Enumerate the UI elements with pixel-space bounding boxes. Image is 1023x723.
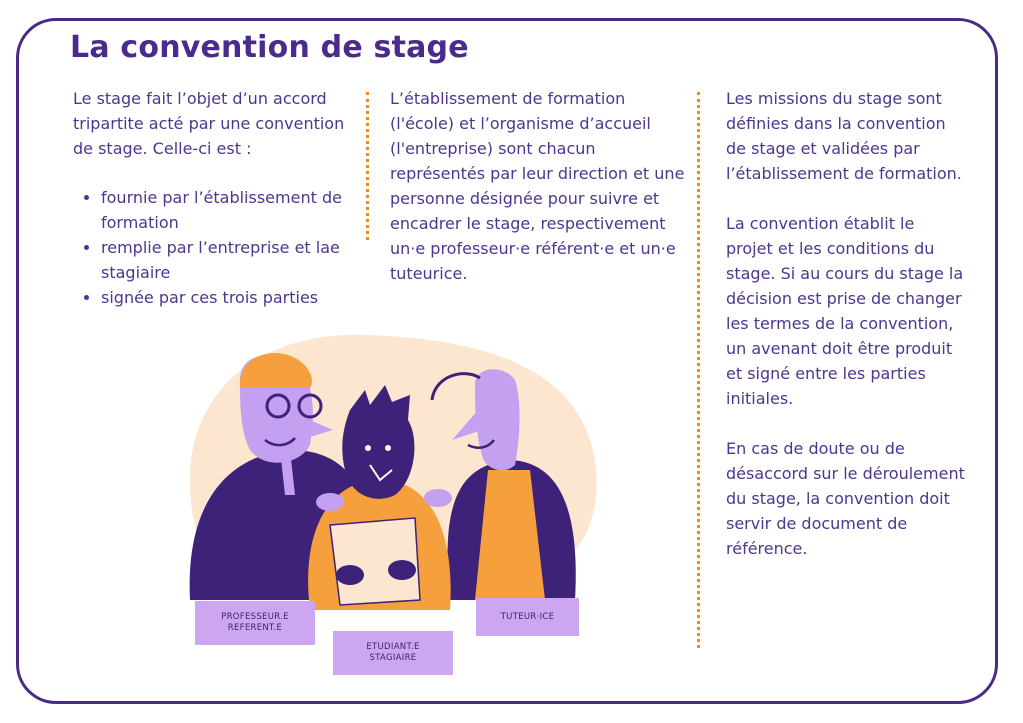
- label-teacher: PROFESSEUR.E REFERENT.E: [195, 601, 315, 645]
- column-3: [726, 86, 966, 586]
- label-tutor: TUTEUR·ICE: [476, 598, 579, 636]
- column-1: [73, 86, 353, 310]
- bullet-item: • signée par ces trois parties: [101, 285, 353, 310]
- page-title: La convention de stage: [70, 30, 469, 65]
- label-student: ETUDIANT.E STAGIAIRE: [333, 631, 453, 675]
- col2-text: L’établissement de formation (l'école) et l’organisme d’accueil (l'entreprise) sont chacun représentés par leur direction et une personne désignée pour suivre et encadrer le stage, respectivement un·e professeur·e référent·e et un·e tuteurice.: [390, 89, 685, 283]
- col1-intro: Le stage fait l’objet d’un accord tripartite acté par une convention de stage. Celle-ci est :: [73, 89, 345, 158]
- col3-paragraph: Les missions du stage sont définies dans la convention de stage et validées par l’établissement de formation.: [726, 89, 962, 183]
- bullet-item: • fournie par l’établissement de formation: [101, 185, 353, 235]
- col3-paragraph: La convention établit le projet et les conditions du stage. Si au cours du stage la décision est prise de changer les termes de la convention, un avenant doit être produit et signé entre les parties initiales.: [726, 214, 964, 408]
- col1-bullet-list: [73, 185, 353, 310]
- dotted-divider-1: [366, 92, 369, 240]
- bullet-item: • remplie par l’entreprise et lae stagiaire: [101, 235, 353, 285]
- column-2: [390, 86, 690, 286]
- dotted-divider-2: [697, 92, 700, 648]
- col3-paragraph: En cas de doute ou de désaccord sur le déroulement du stage, la convention doit servir de document de référence.: [726, 439, 965, 558]
